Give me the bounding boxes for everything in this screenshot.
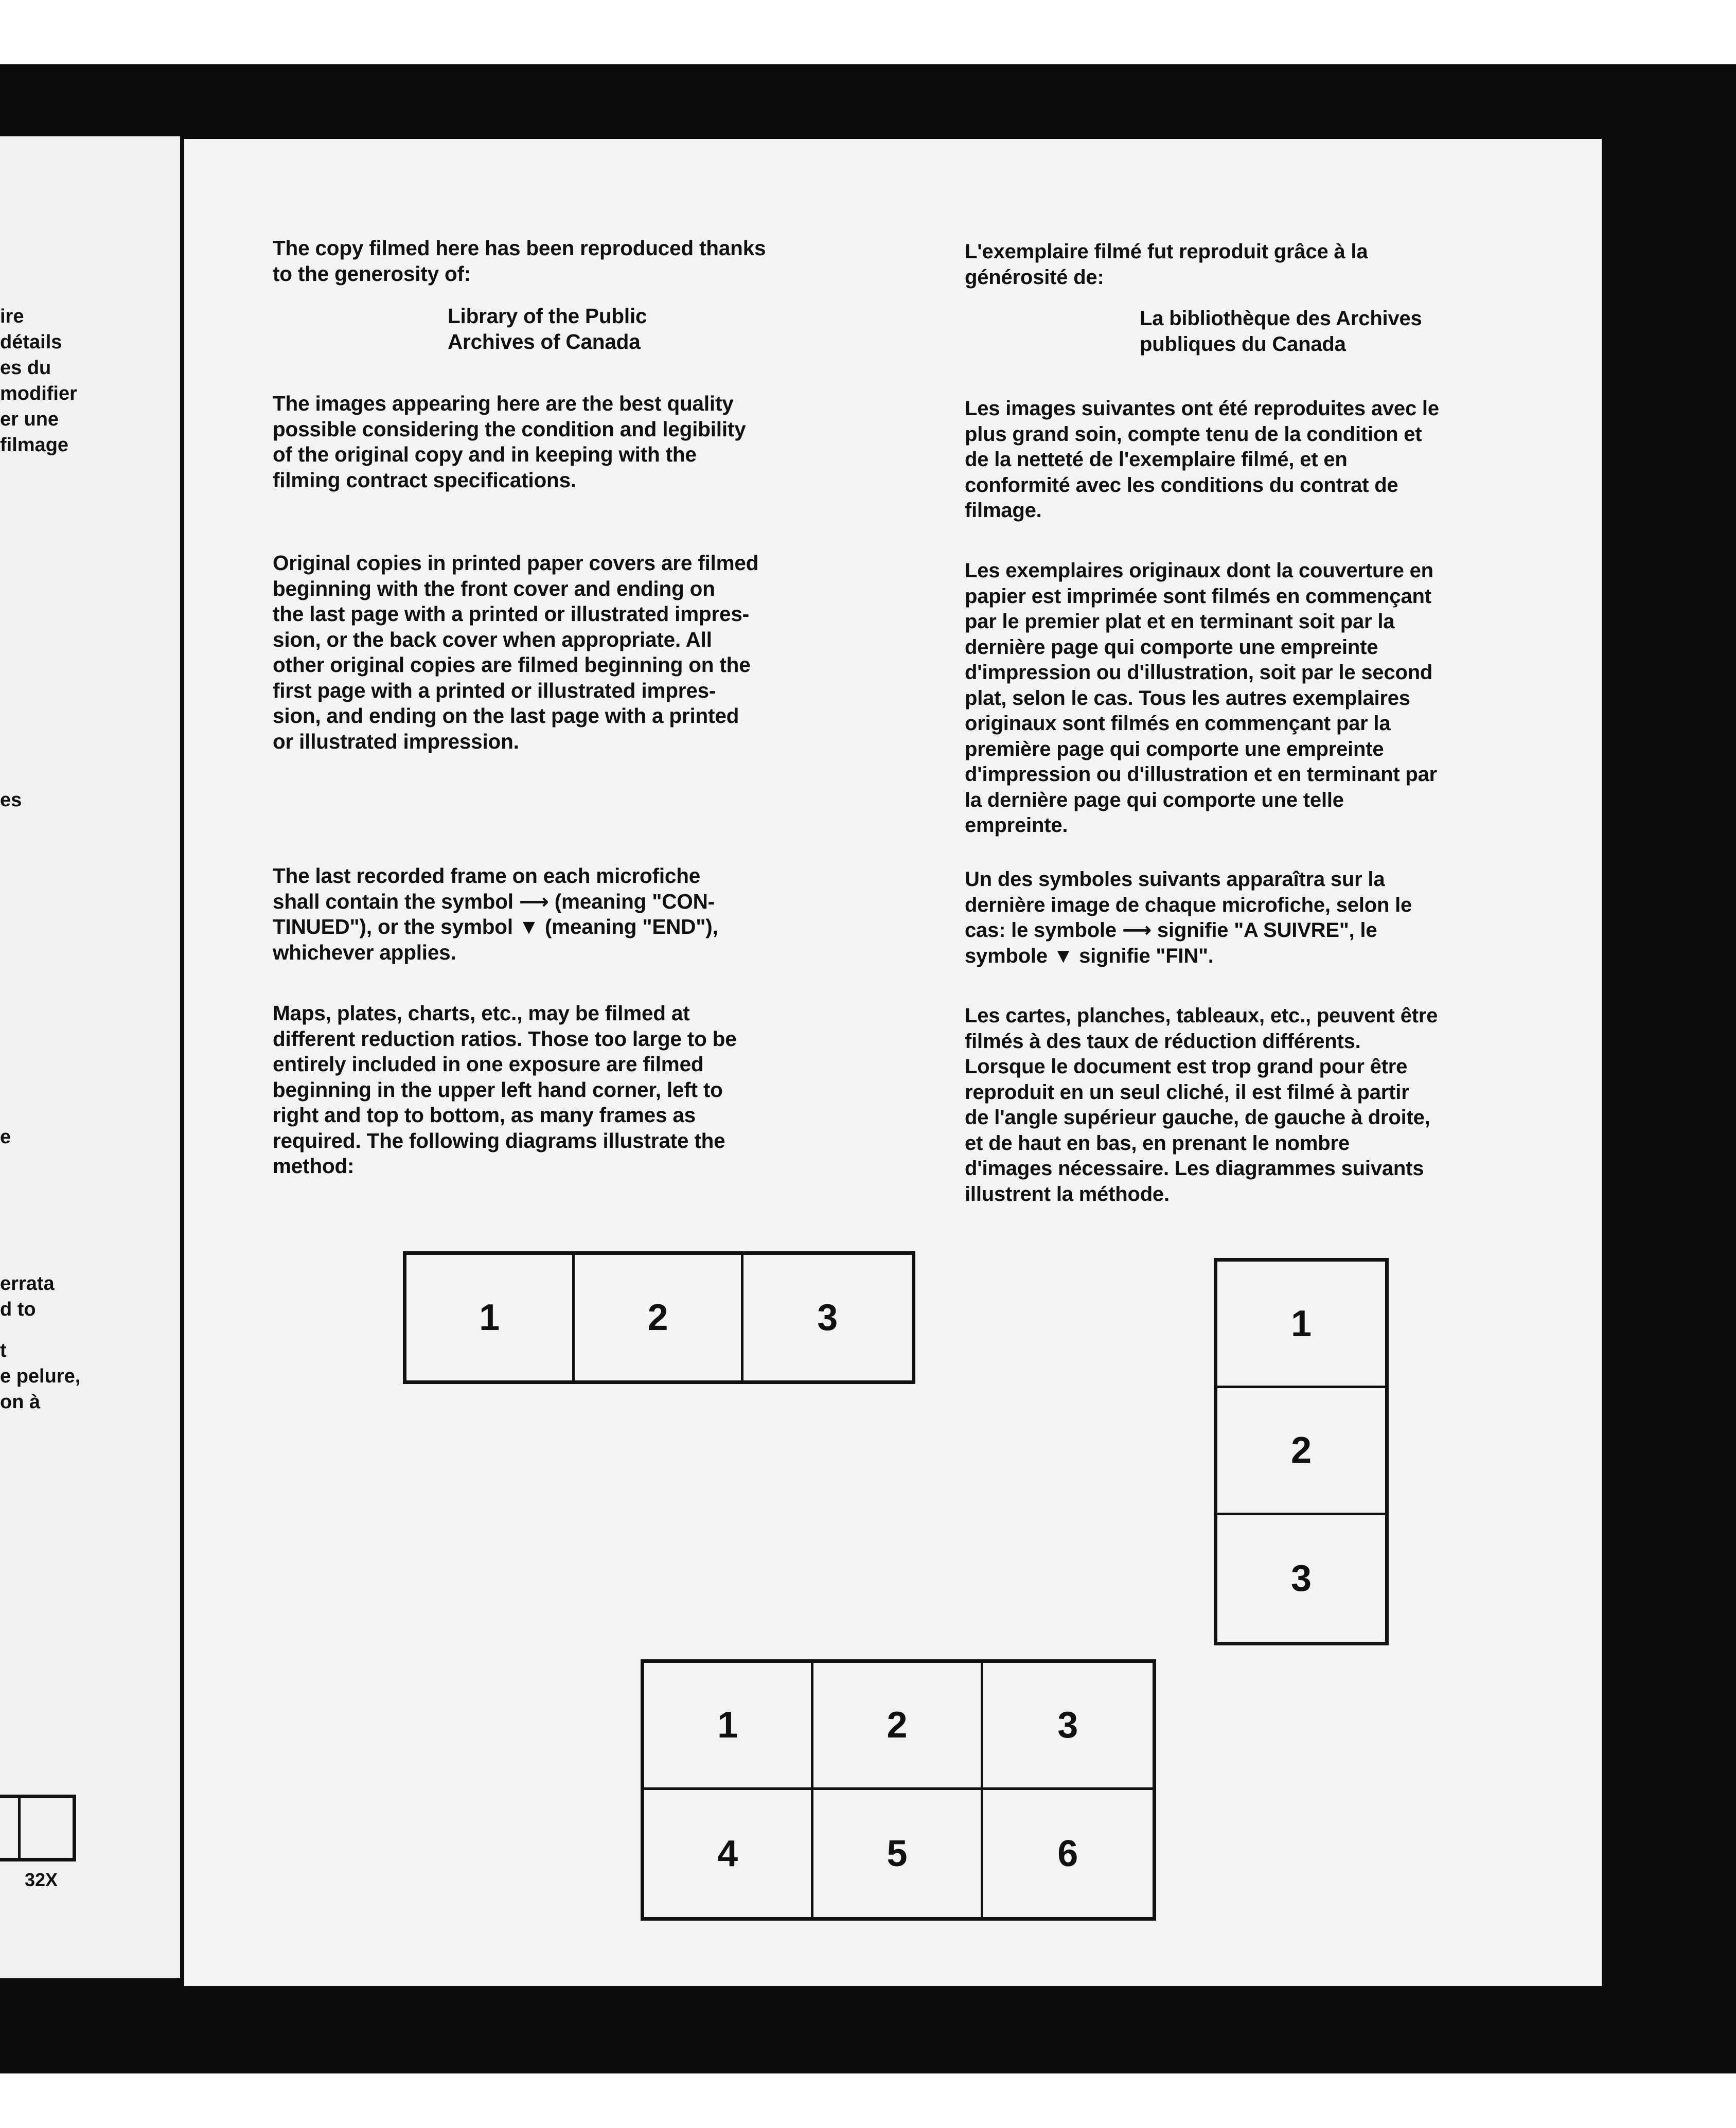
diagram-horizontal-frames bbox=[403, 1251, 915, 1384]
reduction-scale-label: 32X bbox=[25, 1869, 58, 1890]
frame-cell: 5 bbox=[813, 1790, 983, 1917]
diagram-grid-frames bbox=[641, 1659, 1156, 1921]
fr-thanks-text: L'exemplaire filmé fut reproduit grâce à la générosité de: bbox=[965, 240, 1368, 289]
en-library-name: Library of the Public Archives of Canada bbox=[448, 304, 647, 353]
en-thanks-text: The copy filmed here has been reproduced thanks to the generosity of: bbox=[273, 236, 766, 286]
frame-cell: 6 bbox=[1057, 1833, 1078, 1874]
fr-maps-paragraph: Les cartes, planches, tableaux, etc., peuvent être filmés à des taux de réduction différents. Lorsque le document est trop grand pour être reproduit en un seul cliché, il est filmé à partir de l'angle supérieur gauche, de gauche à droite, et de haut en bas, en prenant le nombre d'images nécessaire. Les diagrammes suivants illustrent la méthode. bbox=[965, 1004, 1438, 1205]
fr-symbols-paragraph: Un des symboles suivants apparaîtra sur la dernière image de chaque microfiche, selon le cas: le symbole ⟶ signifie "A SUIVRE", le symbole ▼ signifie "FIN". bbox=[965, 868, 1412, 967]
left-fragment: ire bbox=[0, 306, 24, 327]
diagram-vertical-frames bbox=[1214, 1258, 1389, 1645]
left-fragment: es du bbox=[0, 357, 51, 379]
frame-cell: 1 bbox=[406, 1255, 575, 1380]
en-originals-paragraph: Original copies in printed paper covers are filmed beginning with the front cover and ending on the last page with a printed or illustrated impres- sion, or the back cover when appropriate. All other original copies are filmed beginning on the first page with a printed or illustrated impres- sion, and ending on the last page with a printed or illustrated impression. bbox=[273, 551, 759, 753]
left-fragment: er une bbox=[0, 409, 59, 430]
left-fragment: on à bbox=[0, 1391, 41, 1413]
left-fragment: e bbox=[0, 1126, 11, 1148]
frame-cell: 2 bbox=[575, 1255, 743, 1380]
en-symbols-paragraph: The last recorded frame on each microfiche shall contain the symbol ⟶ (meaning "CON- TINUED"), or the symbol ▼ (meaning "END"), whichever applies. bbox=[273, 864, 718, 964]
left-fragment: t bbox=[0, 1340, 7, 1361]
left-fragment: détails bbox=[0, 331, 62, 353]
en-quality-paragraph: The images appearing here are the best quality possible considering the condition and legibility of the original copy and in keeping with the filming contract specifications. bbox=[273, 392, 746, 492]
left-fragment: e pelure, bbox=[0, 1366, 81, 1387]
frame-cell: 4 bbox=[644, 1790, 813, 1917]
fr-quality-paragraph: Les images suivantes ont été reproduites avec le plus grand soin, compte tenu de la condition et de la netteté de l'exemplaire filmé, et en conformité avec les conditions du contrat de filmage. bbox=[965, 397, 1439, 522]
frame-cell: 2 bbox=[813, 1663, 983, 1790]
frame-cell: 1 bbox=[644, 1663, 813, 1790]
frame-cell: 3 bbox=[983, 1663, 1153, 1790]
fr-originals-paragraph: Les exemplaires originaux dont la couverture en papier est imprimée sont filmés en commençant par le premier plat et en terminant soit par la dernière page qui comporte une empreinte d'impression ou d'illustration, soit par le second plat, selon le cas. Tous les autres exemplaires originaux sont filmés en commençant par la première page qui comporte une empreinte d'impression ou d'illustration et en terminant par la dernière page qui comporte une telle empreinte. bbox=[965, 559, 1438, 837]
left-fragment: filmage bbox=[0, 434, 69, 456]
left-fragment: d to bbox=[0, 1299, 36, 1320]
reduction-scale-box bbox=[0, 1795, 76, 1861]
frame-cell: 3 bbox=[817, 1297, 838, 1338]
fr-library-name: La bibliothèque des Archives publiques du Canada bbox=[1140, 307, 1422, 356]
frame-cell: 3 bbox=[1290, 1557, 1312, 1599]
left-fragment: modifier bbox=[0, 383, 77, 404]
left-page-edge bbox=[0, 136, 180, 1978]
left-fragment: es bbox=[0, 789, 22, 811]
left-fragment: errata bbox=[0, 1273, 55, 1294]
frame-cell: 1 bbox=[1217, 1262, 1385, 1388]
en-maps-paragraph: Maps, plates, charts, etc., may be filmed at different reduction ratios. Those too large to be entirely included in one exposure are filmed beginning in the upper left hand corner, left to right and top to bottom, as many frames as required. The following diagrams illustrate the method: bbox=[273, 1001, 737, 1178]
frame-cell: 2 bbox=[1217, 1388, 1385, 1515]
